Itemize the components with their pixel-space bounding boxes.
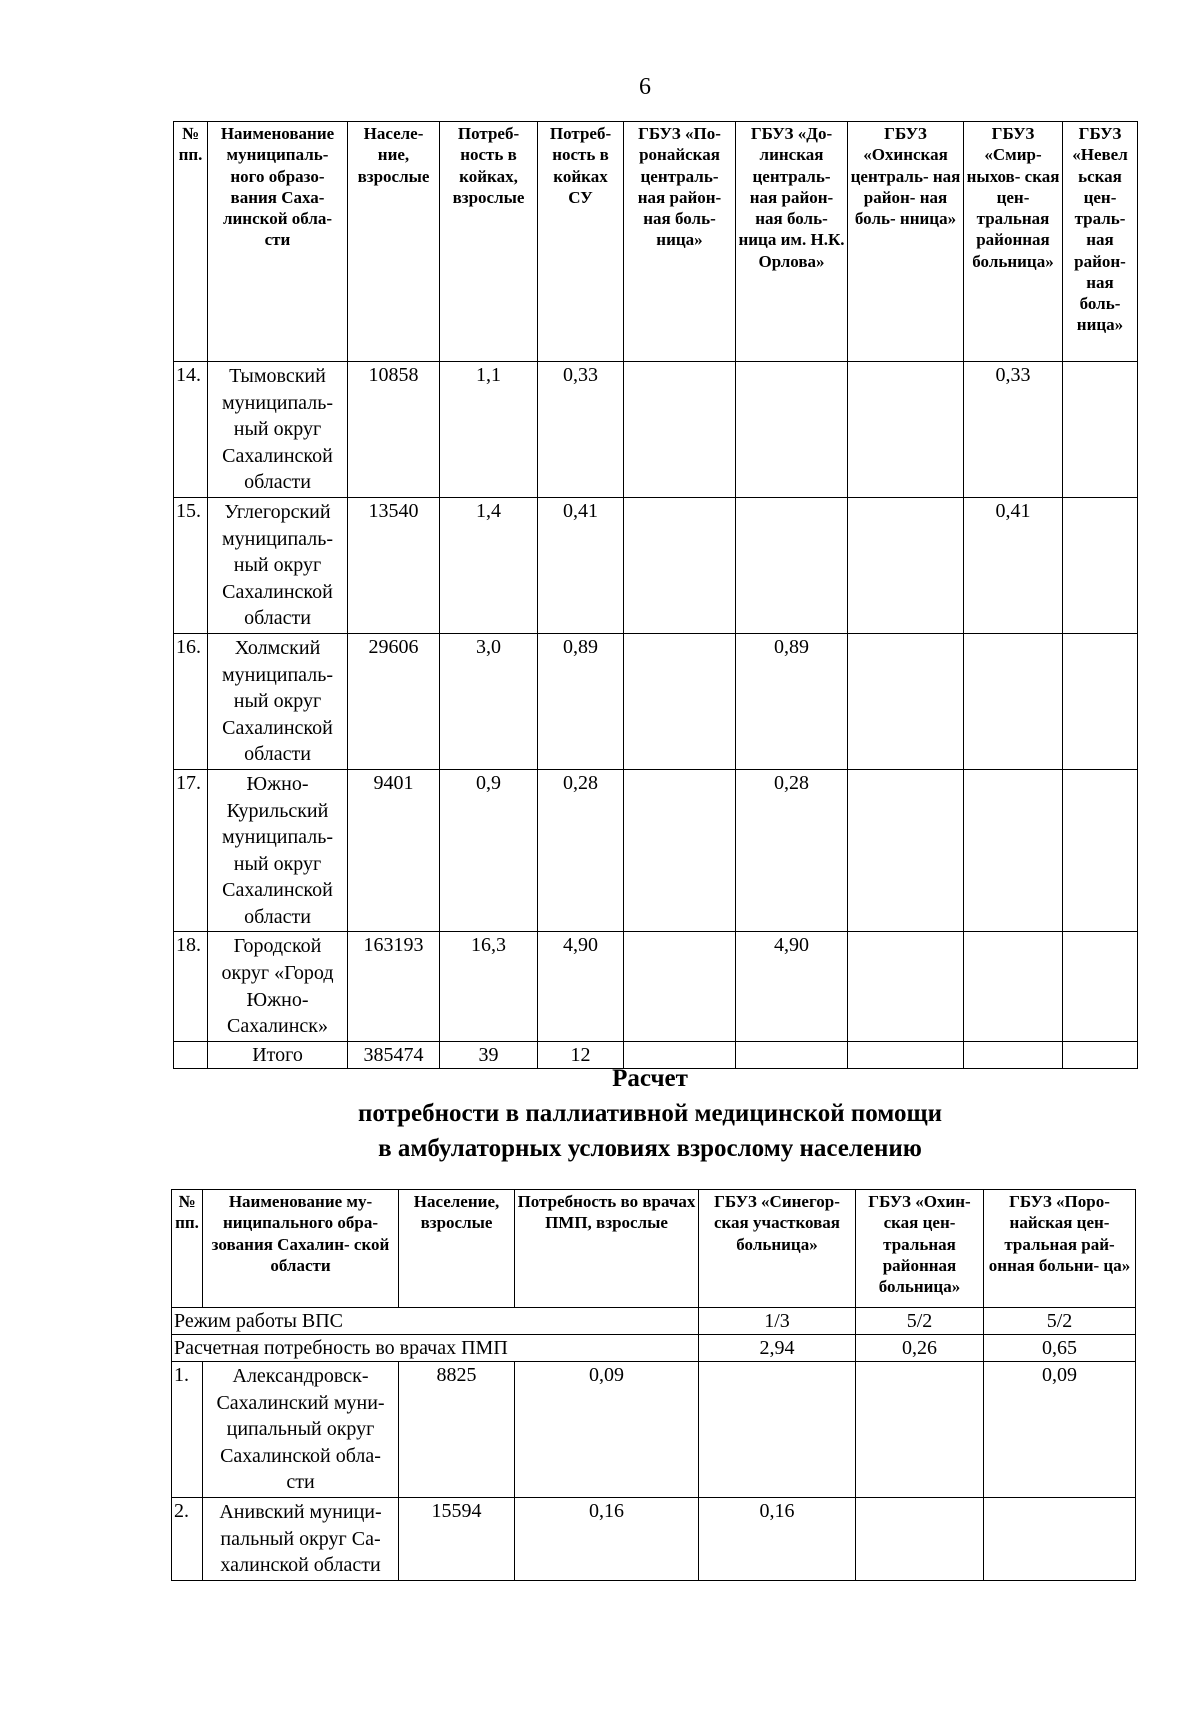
dolinsk-value: 0,89 bbox=[736, 633, 848, 769]
need-okha: 0,26 bbox=[856, 1335, 984, 1362]
row-number: 17. bbox=[174, 769, 208, 932]
beds-su-value: 0,41 bbox=[538, 497, 624, 633]
okha-value bbox=[856, 1497, 984, 1580]
row-number: 15. bbox=[174, 497, 208, 633]
okha-value bbox=[848, 932, 964, 1041]
col-okha: ГБУЗ «Охинская централь- ная район- ная боль- нница» bbox=[848, 122, 964, 362]
col-beds-su: Потреб- ность в койках СУ bbox=[538, 122, 624, 362]
municipality-name: Городской округ «Город Южно- Сахалинск» bbox=[208, 932, 348, 1041]
beds-value: 16,3 bbox=[440, 932, 538, 1041]
poronaysk-value bbox=[624, 497, 736, 633]
nevelsk-value bbox=[1063, 497, 1138, 633]
total-empty bbox=[1063, 1041, 1138, 1068]
col-municipality: Наименование муниципаль- ного образо- вания Саха- линской обла- сти bbox=[208, 122, 348, 362]
poronaysk-value: 0,09 bbox=[984, 1362, 1136, 1498]
col-number: № пп. bbox=[174, 122, 208, 362]
beds-su-value: 0,28 bbox=[538, 769, 624, 932]
beds-value: 1,4 bbox=[440, 497, 538, 633]
table-header-row bbox=[172, 1190, 1136, 1308]
population-value: 15594 bbox=[399, 1497, 515, 1580]
municipality-name: Александровск- Сахалинский муни- ципальный округ Сахалинской обла- сти bbox=[203, 1362, 399, 1498]
table-row bbox=[174, 633, 1138, 769]
municipality-name: Южно- Курильский муниципаль- ный округ Сахалинской области bbox=[208, 769, 348, 932]
table-row bbox=[174, 932, 1138, 1041]
need-value: 0,16 bbox=[515, 1497, 699, 1580]
mode-row bbox=[172, 1308, 1136, 1335]
need-label: Расчетная потребность во врачах ПМП bbox=[172, 1335, 699, 1362]
need-sinegorsk: 2,94 bbox=[699, 1335, 856, 1362]
poronaysk-value bbox=[984, 1497, 1136, 1580]
row-number: 2. bbox=[172, 1497, 203, 1580]
dolinsk-value: 4,90 bbox=[736, 932, 848, 1041]
col-nevelsk: ГБУЗ «Невел ьская цен- траль- ная район- ная боль- ница» bbox=[1063, 122, 1138, 362]
col-poronaysk: ГБУЗ «Поро- найская цен- тральная рай- онная больни- ца» bbox=[984, 1190, 1136, 1308]
col-dolinsk: ГБУЗ «До- линская централь- ная район- ная боль- ница им. Н.К. Орлова» bbox=[736, 122, 848, 362]
sinegorsk-value: 0,16 bbox=[699, 1497, 856, 1580]
okha-value bbox=[848, 362, 964, 498]
okha-value bbox=[856, 1362, 984, 1498]
smirnykh-value: 0,33 bbox=[964, 362, 1063, 498]
municipality-name: Анивский муници- пальный округ Са- халинской области bbox=[203, 1497, 399, 1580]
need-poronaysk: 0,65 bbox=[984, 1335, 1136, 1362]
population-value: 8825 bbox=[399, 1362, 515, 1498]
total-population: 385474 bbox=[348, 1041, 440, 1068]
total-beds: 39 bbox=[440, 1041, 538, 1068]
title-line-3: в амбулаторных условиях взрослому населению bbox=[378, 1135, 922, 1162]
smirnykh-value bbox=[964, 633, 1063, 769]
municipality-name: Тымовский муниципаль- ный округ Сахалинской области bbox=[208, 362, 348, 498]
population-value: 10858 bbox=[348, 362, 440, 498]
title-line-1: Расчет bbox=[612, 1065, 688, 1092]
table-row bbox=[172, 1497, 1136, 1580]
beds-value: 3,0 bbox=[440, 633, 538, 769]
col-okha: ГБУЗ «Охин- ская цен- тральная районная больница» bbox=[856, 1190, 984, 1308]
total-label: Итого bbox=[208, 1041, 348, 1068]
col-number: № пп. bbox=[172, 1190, 203, 1308]
beds-su-value: 4,90 bbox=[538, 932, 624, 1041]
mode-okha: 5/2 bbox=[856, 1308, 984, 1335]
beds-value: 1,1 bbox=[440, 362, 538, 498]
okha-value bbox=[848, 633, 964, 769]
municipality-name: Холмский муниципаль- ный округ Сахалинской области bbox=[208, 633, 348, 769]
beds-value: 0,9 bbox=[440, 769, 538, 932]
mode-poronaysk: 5/2 bbox=[984, 1308, 1136, 1335]
row-number: 18. bbox=[174, 932, 208, 1041]
row-number: 1. bbox=[172, 1362, 203, 1498]
population-value: 29606 bbox=[348, 633, 440, 769]
poronaysk-value bbox=[624, 932, 736, 1041]
mode-sinegorsk: 1/3 bbox=[699, 1308, 856, 1335]
col-population: Население, взрослые bbox=[399, 1190, 515, 1308]
population-value: 9401 bbox=[348, 769, 440, 932]
dolinsk-value bbox=[736, 497, 848, 633]
col-physician-need: Потребность во врачах ПМП, взрослые bbox=[515, 1190, 699, 1308]
okha-value bbox=[848, 497, 964, 633]
dolinsk-value: 0,28 bbox=[736, 769, 848, 932]
col-smirnykh: ГБУЗ «Смир- ныхов- ская цен- тральная районная больница» bbox=[964, 122, 1063, 362]
table-row bbox=[174, 497, 1138, 633]
section-title bbox=[300, 1061, 1000, 1166]
need-row bbox=[172, 1335, 1136, 1362]
title-line-2: потребности в паллиативной медицинской помощи bbox=[357, 1100, 943, 1127]
smirnykh-value bbox=[964, 932, 1063, 1041]
okha-value bbox=[848, 769, 964, 932]
dolinsk-value bbox=[736, 362, 848, 498]
col-population: Населе- ние, взрослые bbox=[348, 122, 440, 362]
page-number: 6 bbox=[639, 74, 651, 100]
mode-label: Режим работы ВПС bbox=[172, 1308, 699, 1335]
population-value: 163193 bbox=[348, 932, 440, 1041]
table-row bbox=[174, 362, 1138, 498]
municipality-name: Углегорский муниципаль- ный округ Сахалинской области bbox=[208, 497, 348, 633]
table-row bbox=[172, 1362, 1136, 1498]
table-row bbox=[174, 769, 1138, 932]
poronaysk-value bbox=[624, 362, 736, 498]
col-poronaysk: ГБУЗ «По- ронайская централь- ная район- ная боль- ница» bbox=[624, 122, 736, 362]
sinegorsk-value bbox=[699, 1362, 856, 1498]
smirnykh-value bbox=[964, 769, 1063, 932]
nevelsk-value bbox=[1063, 633, 1138, 769]
beds-su-value: 0,33 bbox=[538, 362, 624, 498]
beds-su-value: 0,89 bbox=[538, 633, 624, 769]
row-number: 14. bbox=[174, 362, 208, 498]
total-beds-su: 12 bbox=[538, 1041, 624, 1068]
col-municipality: Наименование му- ниципального обра- зования Сахалин- ской области bbox=[203, 1190, 399, 1308]
physicians-table bbox=[171, 1189, 1136, 1581]
total-blank bbox=[174, 1041, 208, 1068]
need-value: 0,09 bbox=[515, 1362, 699, 1498]
nevelsk-value bbox=[1063, 362, 1138, 498]
nevelsk-value bbox=[1063, 769, 1138, 932]
smirnykh-value: 0,41 bbox=[964, 497, 1063, 633]
population-value: 13540 bbox=[348, 497, 440, 633]
beds-table bbox=[173, 121, 1138, 1069]
col-sinegorsk: ГБУЗ «Синегор- ская участковая больница» bbox=[699, 1190, 856, 1308]
poronaysk-value bbox=[624, 633, 736, 769]
row-number: 16. bbox=[174, 633, 208, 769]
col-beds: Потреб- ность в койках, взрослые bbox=[440, 122, 538, 362]
table-header-row bbox=[174, 122, 1138, 362]
poronaysk-value bbox=[624, 769, 736, 932]
nevelsk-value bbox=[1063, 932, 1138, 1041]
